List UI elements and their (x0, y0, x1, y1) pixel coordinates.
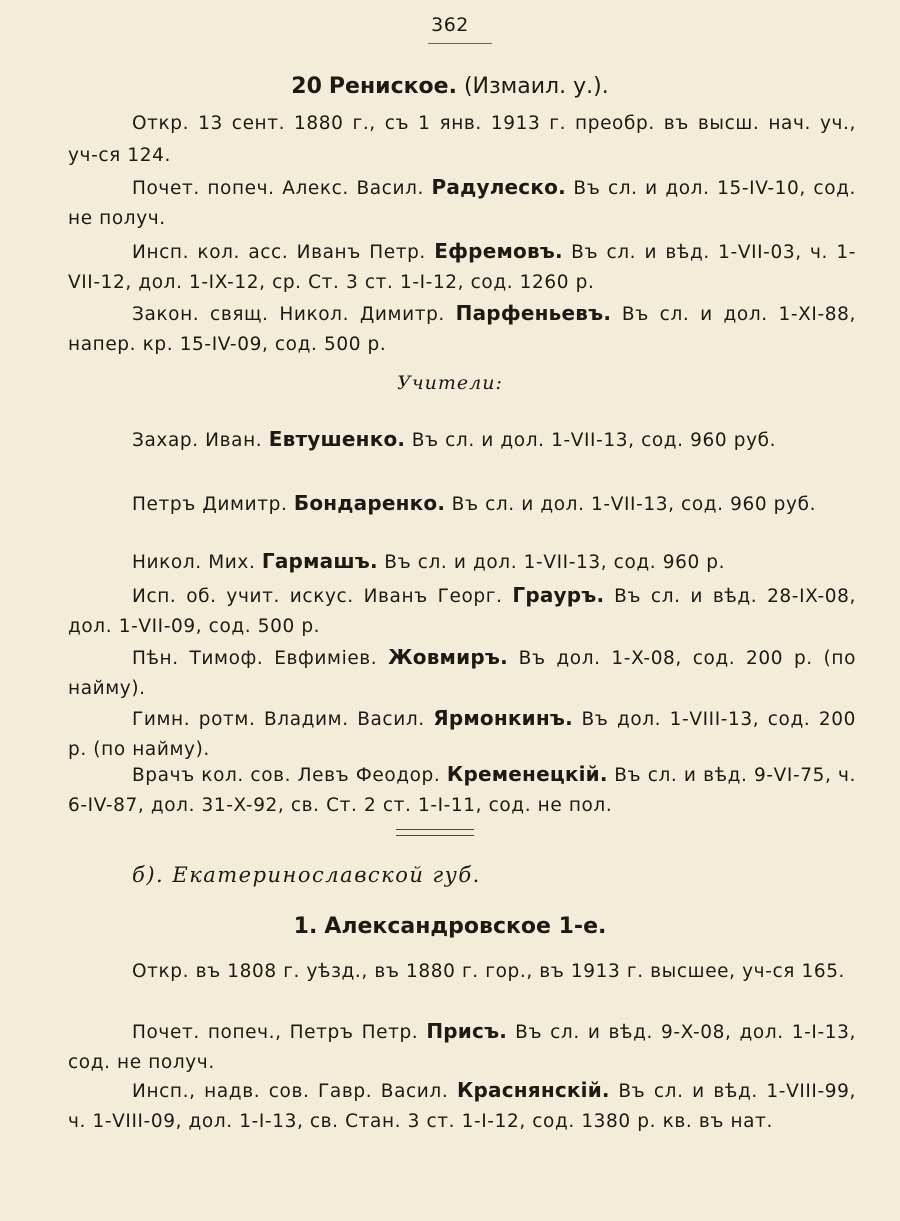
governorate-heading: б). Екатеринославской губ. (132, 863, 481, 887)
paragraph-opening: Откр. 13 сент. 1880 г., съ 1 янв. 1913 г. преобр. въ высш. нач. уч., уч-ся 124. (68, 113, 856, 166)
section-name: Александровское 1-е. (324, 914, 607, 939)
teacher-entry: Исп. об. учит. искус. Иванъ Георг. Грауръ. Въ сл. и вѣд. 28-IX-08, дол. 1-VII-09, сод. 500 р. (68, 583, 856, 637)
page-number: 362 (431, 14, 469, 36)
teacher-entry: Гимн. ротм. Владим. Васил. Ярмонкинъ. Въ дол. 1-VIII-13, сод. 200 р. (по найму). (68, 706, 856, 760)
teacher-entry: Никол. Мих. Гармашъ. Въ сл. и дол. 1-VII-13, сод. 960 р. (132, 549, 726, 573)
paragraph-inspector: Инсп. кол. асс. Иванъ Петр. Ефремовъ. Въ сл. и вѣд. 1-VII-03, ч. 1-VII-12, дол. 1-IX-12, cp. Ст. 3 ст. 1-I-12, сод. 1260 р. (68, 239, 857, 293)
teacher-entry: Врачъ кол. сов. Левъ Феодор. Кременецкій. Въ сл. и вѣд. 9-VI-75, ч. 6-IV-87, дол. 31-X-92, св. Ст. 2 ст. 1-I-11, сод. не пол. (68, 762, 856, 816)
paragraph-trustee: Почет. попеч., Петръ Петр. Присъ. Въ сл. и вѣд. 9-X-08, дол. 1-I-13, сод. не получ. (68, 1019, 856, 1073)
paragraph-inspector: Инсп., надв. сов. Гавр. Васил. Краснянскій. Въ сл. и вѣд. 1-VIII-99, ч. 1-VIII-09, дол. 1-I-13, св. Стан. 3 ст. 1-I-12, сод. 1380 р. кв. въ нат. (68, 1078, 856, 1132)
section-district: (Измаил. у.). (463, 74, 609, 99)
teacher-entry: Пѣн. Тимоф. Евфиміев. Жовмиръ. Въ дол. 1-X-08, сод. 200 р. (по найму). (68, 645, 856, 699)
teacher-entry: Петръ Димитр. Бондаренко. Въ сл. и дол. 1-VII-13, сод. 960 руб. (132, 491, 817, 515)
page-number-rule (428, 43, 492, 44)
section-name: Ренискoe. (328, 74, 457, 99)
paragraph-priest: Закон. свящ. Никол. Димитр. Парфеньевъ. Въ сл. и дол. 1-XI-88, напер. кр. 15-IV-09, сод. 500 р. (68, 301, 856, 355)
section-divider (396, 829, 474, 836)
section-number: 20 (291, 74, 322, 99)
teachers-heading: Учители: (397, 372, 503, 394)
section-heading-aleksandrovskoe (0, 914, 900, 939)
paragraph-trustee: Почет. попеч. Алекс. Васил. Радулеско. Въ сл. и дол. 15-IV-10, сод. не получ. (68, 175, 856, 229)
paragraph-opening: Откр. въ 1808 г. уѣзд., въ 1880 г. гор., въ 1913 г. высшее, уч-ся 165. (132, 961, 846, 982)
section-heading-reniskoe (0, 74, 900, 99)
section-number: 1. (293, 914, 318, 939)
teacher-entry: Захар. Иван. Евтушенко. Въ сл. и дол. 1-VII-13, сод. 960 руб. (132, 427, 777, 451)
